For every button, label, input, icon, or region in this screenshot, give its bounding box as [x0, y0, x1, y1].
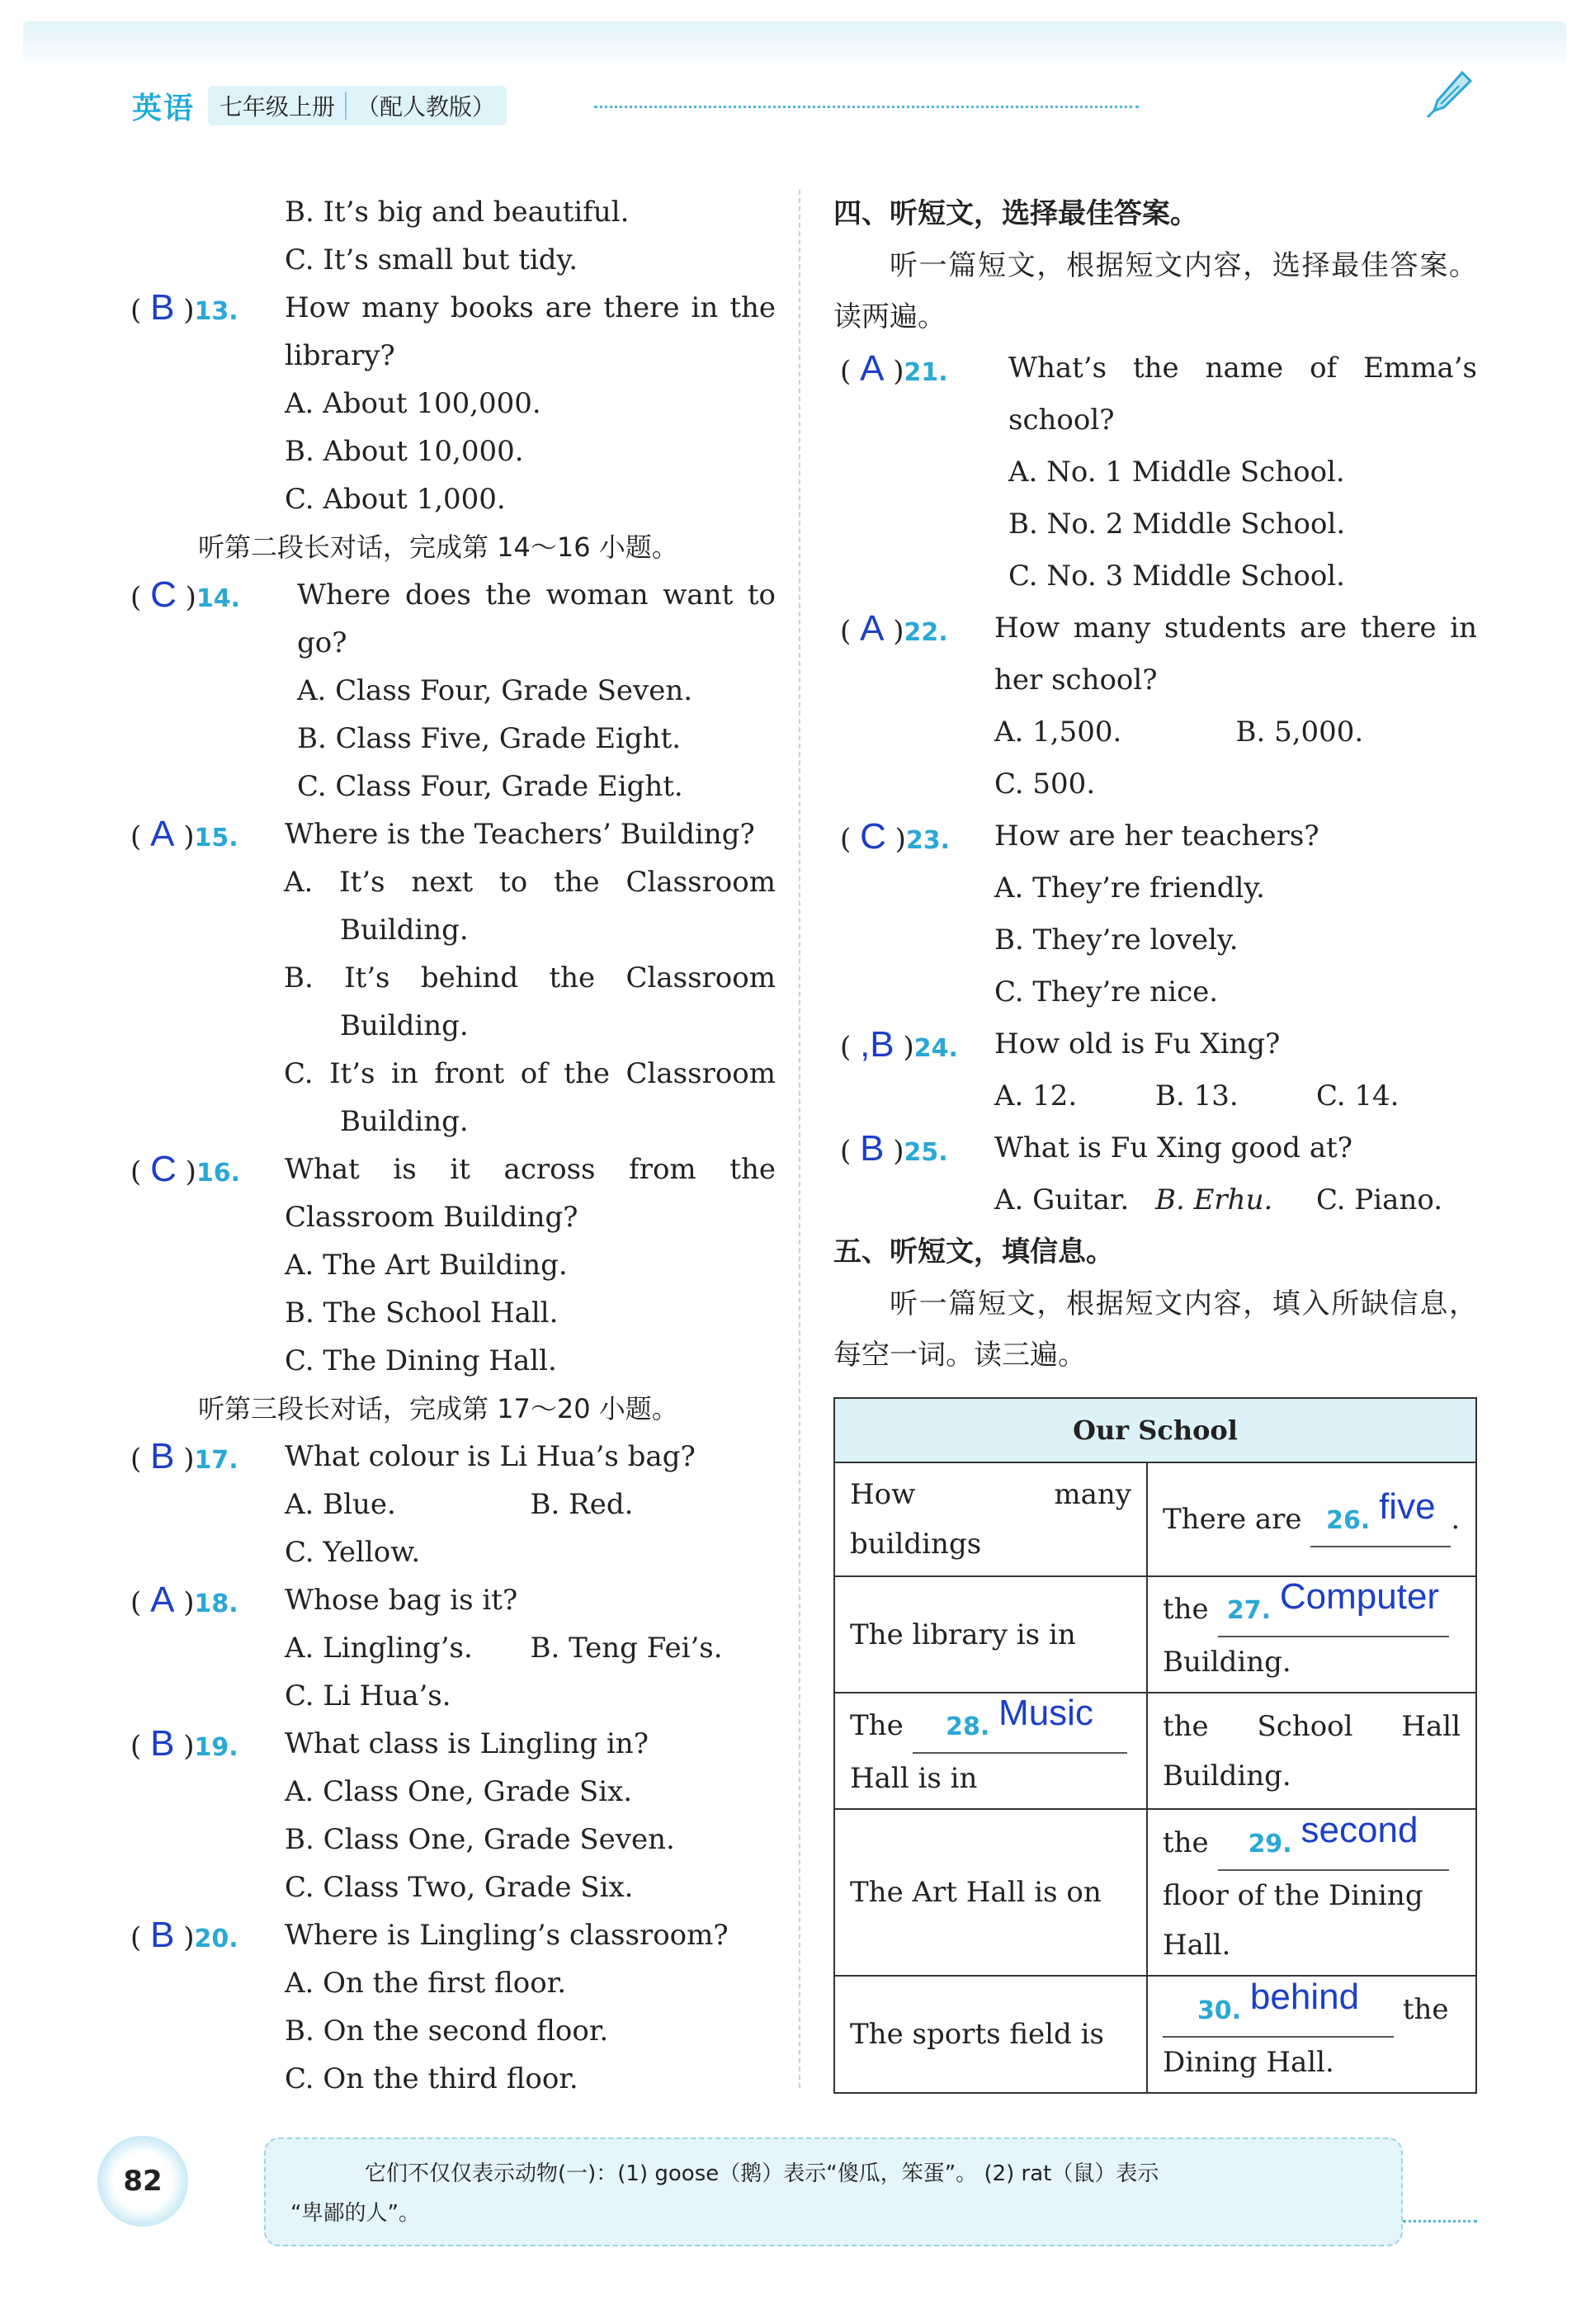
table-title: Our School — [834, 1398, 1476, 1462]
question-number: 13. — [194, 297, 238, 326]
question-number: 25. — [904, 1138, 948, 1167]
question-stem: Where is Lingling’s classroom? — [285, 1919, 729, 1952]
section-title: 四、听短文，选择最佳答案。 — [833, 197, 1198, 230]
table-row — [834, 1693, 1476, 1809]
cell-text: There are — [1163, 1502, 1302, 1536]
answer-mark: A — [150, 1580, 175, 1620]
option: C. Li Hua’s. — [285, 1679, 451, 1712]
instruction: 听第二段长对话，完成第 14～16 小题。 — [198, 531, 678, 563]
question-21 — [833, 342, 1477, 602]
subject-label: 英语 — [132, 91, 196, 125]
option: C. 500. — [994, 768, 1096, 801]
table-cell: The sports field is — [834, 1976, 1147, 2093]
left-column — [124, 188, 776, 2103]
question-stem: What is Fu Xing good at? — [994, 1131, 1352, 1164]
question-stem: What is it across from the Classroom Building? — [285, 1153, 776, 1234]
table-cell — [1147, 1976, 1476, 2093]
option: A. It’s next to the Classroom Building. — [284, 866, 776, 947]
question-number: 20. — [194, 1925, 238, 1953]
answer-mark: B — [860, 1128, 885, 1169]
question-number: 22. — [904, 618, 948, 647]
question-stem: How are her teachers? — [994, 820, 1319, 853]
option: C. Yellow. — [285, 1536, 421, 1569]
table-cell: the School Hall Building. — [1147, 1693, 1476, 1809]
table-cell — [1147, 1809, 1476, 1976]
answer-mark: B — [150, 1723, 175, 1764]
edition-label: （配人教版） — [356, 93, 496, 120]
cell-text: floor of the Dining Hall. — [1163, 1878, 1423, 1962]
question-19 — [124, 1720, 776, 1911]
option: C. About 1,000. — [285, 483, 506, 516]
table-row — [834, 1976, 1476, 2093]
answer-bracket: ( C )23. — [840, 816, 951, 857]
option: C. No. 3 Middle School. — [1008, 560, 1345, 593]
book-info — [208, 86, 507, 125]
answer-bracket: ( C )14. — [130, 574, 241, 615]
answer-mark: ,B — [860, 1024, 894, 1065]
question-20 — [124, 1911, 776, 2103]
option-row — [833, 706, 1477, 758]
fill-blank — [913, 1693, 1127, 1754]
option: B. It’s big and beautiful. — [285, 196, 630, 229]
question-stem: What class is Lingling in? — [285, 1727, 649, 1760]
question-number: 14. — [196, 584, 241, 613]
footer-note — [264, 2137, 1403, 2246]
question-stem: What colour is Li Hua’s bag? — [285, 1440, 696, 1473]
answer-bracket: ( B )19. — [130, 1723, 238, 1764]
blank-number: 26. — [1326, 1505, 1371, 1535]
answer-bracket: ( B )25. — [840, 1128, 948, 1169]
blank-number: 29. — [1248, 1829, 1292, 1859]
page-number: 82 — [97, 2136, 188, 2227]
answer-mark: C — [150, 1149, 177, 1189]
handwritten-answer: behind — [1249, 1976, 1360, 2017]
answer-mark: B — [150, 287, 175, 328]
option: B. Teng Fei’s. — [530, 1632, 723, 1665]
question-stem: Whose bag is it? — [285, 1584, 518, 1617]
table-cell: The Art Hall is on — [834, 1809, 1147, 1976]
option: C. They’re nice. — [994, 975, 1219, 1008]
question-number: 18. — [194, 1589, 238, 1618]
answer-mark: A — [860, 608, 885, 649]
handwritten-answer: Music — [998, 1693, 1093, 1733]
header-dotted-line — [594, 106, 1139, 108]
option: C. Class Two, Grade Six. — [285, 1871, 634, 1904]
option-row — [124, 1481, 776, 1528]
option: C. Class Four, Grade Eight. — [297, 770, 683, 803]
option: A. Guitar. — [994, 1183, 1130, 1216]
table-cell: The library is in — [834, 1576, 1147, 1693]
fill-blank — [1163, 1976, 1394, 2038]
answer-mark: B — [150, 1915, 175, 1955]
option: A. Class Four, Grade Seven. — [297, 674, 693, 707]
option: C. It’s in front of the Classroom Building. — [284, 1057, 776, 1138]
option: B. 13. — [1155, 1079, 1239, 1112]
answer-mark: A — [860, 348, 885, 389]
table-row — [834, 1462, 1476, 1576]
question-number: 15. — [194, 824, 238, 853]
question-number: 19. — [194, 1733, 238, 1762]
table-cell: How many buildings — [834, 1462, 1147, 1576]
option-row — [833, 1174, 1477, 1226]
table-cell — [834, 1693, 1147, 1809]
answer-mark: C — [150, 574, 177, 615]
right-column — [833, 188, 1477, 1381]
option: A. Lingling’s. — [285, 1632, 473, 1665]
option: B. It’s behind the Classroom Building. — [284, 961, 776, 1042]
option: B. Red. — [530, 1488, 634, 1521]
question-number: 23. — [905, 826, 951, 855]
option: B. The School Hall. — [285, 1297, 559, 1330]
cell-text: Building. — [1163, 1646, 1291, 1679]
page-top-band — [23, 21, 1566, 63]
option: B. On the second floor. — [285, 2015, 609, 2048]
option: A. The Art Building. — [285, 1249, 568, 1282]
option: A. On the first floor. — [285, 1967, 567, 2000]
answer-bracket: ( A )15. — [130, 814, 238, 854]
question-number: 16. — [196, 1159, 241, 1188]
answer-bracket: ( B )20. — [130, 1915, 238, 1955]
cell-text: . — [1451, 1502, 1461, 1536]
option: B. 5,000. — [1235, 716, 1364, 749]
cell-text: Hall is in — [850, 1762, 978, 1795]
question-24 — [833, 1018, 1477, 1122]
fill-blank — [1218, 1809, 1449, 1871]
table-row — [834, 1576, 1476, 1693]
cell-text: The — [850, 1709, 904, 1742]
question-22 — [833, 602, 1477, 810]
question-stem: Where does the woman want to go? — [297, 579, 776, 659]
handwritten-answer: second — [1300, 1809, 1418, 1850]
option: B. Class Five, Grade Eight. — [297, 722, 682, 755]
question-number: 17. — [194, 1446, 238, 1475]
blank-number: 30. — [1197, 1996, 1242, 2025]
cell-text: the Dining Hall. — [1163, 1992, 1449, 2079]
answer-bracket: ( C )16. — [130, 1149, 241, 1189]
footer-dotted-line — [1403, 2220, 1477, 2222]
option: A. 1,500. — [994, 716, 1122, 749]
answer-mark: C — [860, 816, 886, 857]
table-row — [834, 1809, 1476, 1976]
answer-mark: A — [150, 814, 175, 854]
section-description: 听一篇短文，根据短文内容，填入所缺信息，每空一词。读三遍。 — [833, 1287, 1477, 1372]
option: A. 12. — [994, 1079, 1078, 1112]
option: B. Class One, Grade Seven. — [285, 1823, 675, 1856]
question-14 — [124, 571, 776, 810]
option: A. No. 1 Middle School. — [1008, 456, 1345, 489]
our-school-table — [833, 1397, 1477, 2094]
option: A. They’re friendly. — [994, 872, 1265, 905]
question-16 — [124, 1145, 776, 1385]
option: B. They’re lovely. — [994, 923, 1239, 957]
option: B. About 10,000. — [285, 435, 524, 468]
footer-note-line: 它们不仅仅表示动物(一)：(1) goose（鹅）表示“傻瓜，笨蛋”。 (2) rat（鼠）表示 — [365, 2161, 1159, 2186]
section-title: 五、听短文，填信息。 — [833, 1235, 1114, 1268]
question-number: 21. — [904, 358, 948, 387]
blank-number: 28. — [946, 1712, 990, 1741]
column-divider — [799, 190, 800, 2088]
question-25 — [833, 1122, 1477, 1226]
handwritten-answer: five — [1379, 1486, 1436, 1527]
option: A. Blue. — [285, 1488, 396, 1521]
option: C. Piano. — [1316, 1183, 1443, 1216]
option: C. On the third floor. — [285, 2062, 578, 2095]
handwritten-answer: Computer — [1279, 1576, 1440, 1617]
question-number: 24. — [913, 1034, 958, 1063]
instruction: 听第三段长对话，完成第 17～20 小题。 — [198, 1393, 678, 1424]
answer-bracket: ( A )18. — [130, 1580, 238, 1620]
question-18 — [124, 1576, 776, 1720]
question-23 — [833, 810, 1477, 1018]
question-13 — [124, 284, 776, 523]
table-cell — [1147, 1462, 1476, 1576]
question-stem: How many books are there in the library? — [285, 291, 776, 372]
question-15 — [124, 810, 776, 1145]
option: C. 14. — [1316, 1079, 1400, 1112]
question-stem: What’s the name of Emma’s school? — [1008, 352, 1477, 437]
option: C. It’s small but tidy. — [285, 243, 578, 276]
question-stem: How many students are there in her school? — [994, 612, 1477, 697]
question-stem: How old is Fu Xing? — [994, 1027, 1281, 1060]
blank-number: 27. — [1226, 1596, 1272, 1625]
page-header — [132, 83, 507, 129]
option: A. About 100,000. — [285, 387, 541, 420]
section-description: 听一篇短文，根据短文内容，选择最佳答案。读两遍。 — [833, 249, 1477, 333]
table-cell — [1147, 1576, 1476, 1693]
option: B. No. 2 Middle School. — [1008, 508, 1346, 541]
option: B. Erhu. — [1155, 1183, 1273, 1216]
answer-bracket: ( A )21. — [840, 348, 948, 389]
option: C. The Dining Hall. — [285, 1344, 557, 1377]
question-stem: Where is the Teachers’ Building? — [285, 818, 755, 851]
answer-bracket: ( A )22. — [840, 608, 948, 649]
footer-note-line: “卑鄙的人”。 — [290, 2201, 420, 2226]
answer-bracket: ( B )13. — [130, 287, 238, 328]
answer-bracket: ( B )17. — [130, 1436, 238, 1476]
question-17 — [124, 1433, 776, 1576]
option: A. Class One, Grade Six. — [285, 1775, 633, 1808]
option-row — [124, 1624, 776, 1672]
cell-text: the — [1163, 1826, 1209, 1859]
pen-icon — [1419, 66, 1477, 124]
grade-label: 七年级上册 — [219, 93, 336, 120]
header-separator — [345, 92, 347, 120]
answer-mark: B — [150, 1436, 175, 1476]
fill-blank — [1310, 1486, 1451, 1547]
cell-text: the — [1163, 1593, 1209, 1626]
answer-bracket: ( ,B )24. — [840, 1024, 958, 1065]
option-row — [833, 1070, 1477, 1122]
fill-blank — [1218, 1576, 1449, 1637]
